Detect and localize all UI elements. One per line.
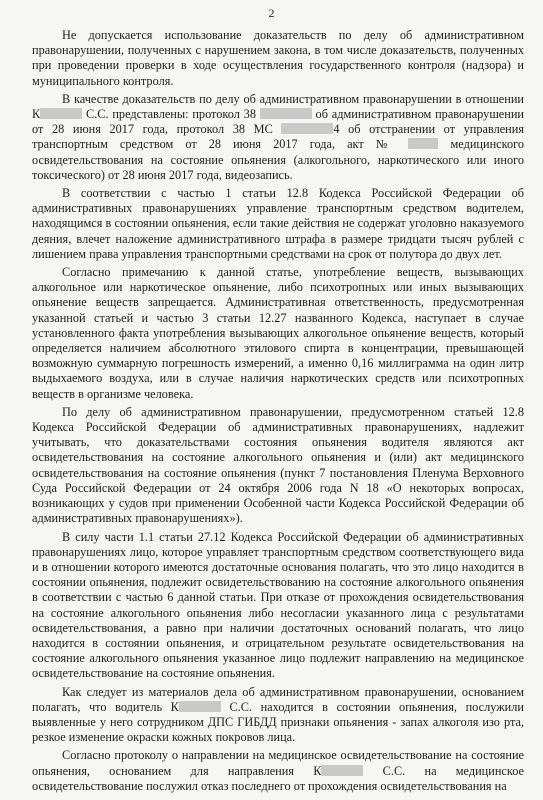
redaction-mark [260, 108, 312, 119]
paragraph-text: медицинского освидетельствования на состояние опьянения (алкогольного, наркотического или иного токсического) от 28 июня 2017 года, видеозапись. [32, 137, 524, 182]
paragraph [32, 748, 524, 794]
redaction-mark [40, 108, 82, 119]
paragraph-text: В соответствии с частью 1 статьи 12.8 Кодекса Российской Федерации об административных правонарушениях управление транспортным средством водителем, находящимся в состоянии опьянения, если такие действия не содержат уголовно наказуемого деяния, влечет наложение административного штрафа в размере тридцати тысяч рублей с лишением права управления транспортными средствами на срок от полутора до двух лет. [32, 186, 524, 261]
paragraph-text: Не допускается использование доказательств по делу об административном правонарушении, полученных с нарушением закона, в том числе доказательств, полученных при проведении проверки в ходе осуществления государственного контроля (надзора) и муниципального контроля. [32, 28, 524, 88]
paragraph-text: 4 об отстранении от управления транспортным средством от 28 июня 2017 года, акт № [32, 122, 524, 152]
paragraph-text: С.С. представлены: протокол 38 [82, 107, 260, 122]
paragraph-text: С.С. на медицинское освидетельствование послужил отказ последнего от прохождения освидетельствования на [32, 763, 524, 793]
paragraph [32, 265, 524, 402]
paragraph [32, 685, 524, 746]
redaction-mark [321, 765, 363, 776]
redaction-mark [281, 123, 333, 134]
paragraph [32, 186, 524, 262]
paragraph-text: об административном правонарушении от 28 июня 2017 года, протокол 38 МС [32, 107, 524, 137]
document-body [32, 28, 524, 797]
paragraph [32, 28, 524, 89]
paragraph [32, 530, 524, 682]
paragraph-text: Согласно примечанию к данной статье, употребление веществ, вызывающих алкогольное или наркотическое опьянение, либо психотропных или иных вызывающих опьянение веществ запрещается. Административная ответственность, предусмотренная указанной статьей и частью 3 статьи 12.27 названного Кодекса, наступает в случае установленного факта употребления вызывающих алкогольное опьянение веществ, который определяется наличием абсолютного этилового спирта в концентрации, превышающей возможную суммарную погрешность измерений, а именно 0,16 миллиграмма на один литр выдыхаемого воздуха, или в случае наличия наркотических средств или психотропных веществ в организме человека. [32, 265, 524, 401]
paragraph-text: С.С. находится в состоянии опьянения, послужили выявленные у него сотрудником ДПС ГИБДД признаки опьянения - запах алкоголя изо рта, резкое изменение окраски кожных покровов лица. [32, 699, 524, 745]
paragraph [32, 405, 524, 527]
paragraph-text: Как следует из материалов дела об административном правонарушении, основанием полагать, что водитель К [32, 684, 524, 714]
paragraph-text: В качестве доказательств по делу об административном правонарушении в отношении К [32, 91, 524, 122]
paragraph-text: По делу об административном правонарушении, предусмотренном статьей 12.8 Кодекса Российской Федерации об административных правонарушениях, надлежит учитывать, что доказательствами состояния опьянения водителя являются акт освидетельствования на состояние алкогольного опьянения и (или) акт медицинского освидетельствования на состояние опьянения (пункт 7 постановления Пленума Верховного Суда Российской Федерации от 24 октября 2006 года N 18 «О некоторых вопросах, возникающих у судов при применении Особенной части Кодекса Российской Федерации об административных правонарушениях»). [32, 404, 524, 526]
paragraph-text: В силу части 1.1 статьи 27.12 Кодекса Российской Федерации об административных правонарушениях лицо, которое управляет транспортным средством соответствующего вида и в отношении которого имеются достаточные основания полагать, что это лицо находится в состоянии опьянения, подлежит освидетельствованию на состояние алкогольного опьянения в соответствии с частью 6 данной статьи. При отказе от прохождения освидетельствования на состояние алкогольного опьянения либо несогласии указанного лица с результатами освидетельствования, а равно при наличии достаточных оснований полагать, что лицо находится в состоянии опьянения, и отрицательном результате освидетельствования на состояние алкогольного опьянения указанное лицо подлежит направлению на медицинское освидетельствование на состояние опьянения. [32, 529, 524, 681]
redaction-mark [408, 138, 438, 149]
redaction-mark [179, 701, 221, 712]
paragraph-text: Согласно протоколу о направлении на медицинское освидетельствование на состояние опьянения, основанием для направления К [32, 748, 524, 778]
page-number: 2 [268, 6, 275, 20]
paragraph [32, 92, 524, 183]
